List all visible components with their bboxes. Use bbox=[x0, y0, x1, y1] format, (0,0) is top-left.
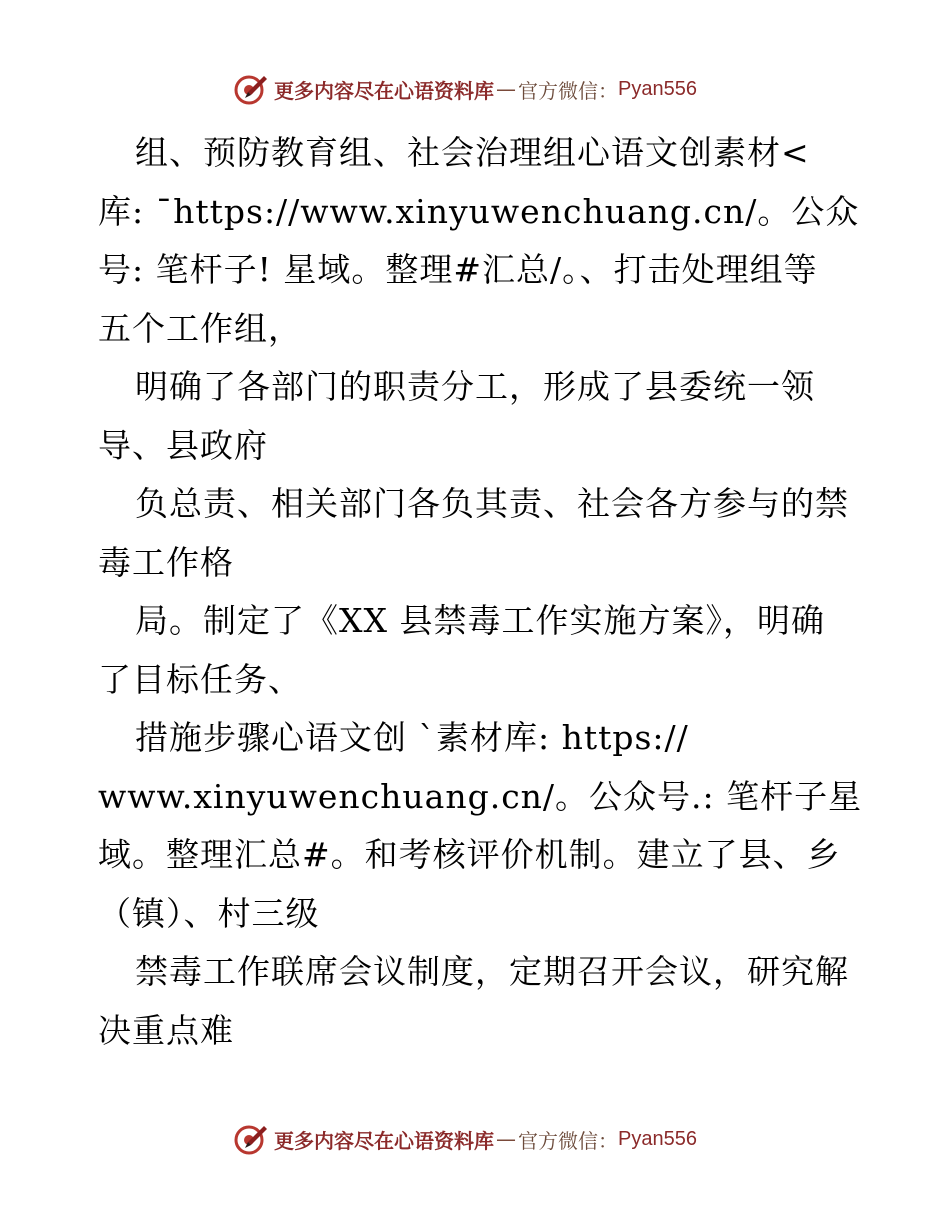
header-banner bbox=[0, 70, 950, 110]
header-wechat-id: Pyan556 bbox=[618, 77, 697, 100]
footer-site-text: 更多内容尽在心语资料库 bbox=[274, 1128, 494, 1153]
footer-wechat-label: 官方微信： bbox=[518, 1128, 618, 1153]
body-line: 局。制定了《XX 县禁毒工作实施方案》，明确 bbox=[135, 601, 825, 640]
document-body bbox=[98, 124, 898, 1060]
body-line: 导、县政府 bbox=[98, 425, 268, 465]
footer-wechat-id: Pyan556 bbox=[618, 1127, 697, 1150]
header-site-text: 更多内容尽在心语资料库 bbox=[274, 78, 494, 103]
footer-separator: — bbox=[496, 1127, 516, 1151]
body-line: 了目标任务、 bbox=[98, 659, 302, 699]
body-line: www.xinyuwenchuang.cn/。公众号.: 笔杆子星 bbox=[98, 776, 863, 816]
pen-logo-icon bbox=[234, 1122, 268, 1156]
body-line: 库: ¯https://www.xinyuwenchuang.cn/。公众 bbox=[98, 191, 860, 231]
header-wechat-label: 官方微信： bbox=[518, 78, 618, 103]
body-line: 号: 笔杆子! 星域。整理#汇总/。、打击处理组等 bbox=[98, 250, 818, 289]
footer-banner bbox=[0, 1120, 950, 1160]
body-line: 域。整理汇总#。和考核评价机制。建立了县、乡 bbox=[98, 835, 841, 874]
footer-banner-content bbox=[234, 1122, 697, 1156]
header-separator: — bbox=[496, 77, 516, 101]
body-line: 五个工作组， bbox=[98, 308, 302, 348]
body-line: 禁毒工作联席会议制度，定期召开会议，研究解 bbox=[135, 952, 849, 991]
body-line: （镇）、村三级 bbox=[98, 893, 320, 933]
body-line: 毒工作格 bbox=[98, 542, 234, 582]
body-line: 决重点难 bbox=[98, 1010, 234, 1050]
body-line: 负总责、相关部门各负其责、社会各方参与的禁 bbox=[135, 484, 849, 523]
body-line: 明确了各部门的职责分工，形成了县委统一领 bbox=[135, 367, 815, 406]
body-line: 组、预防教育组、社会治理组心语文创素材< bbox=[135, 133, 810, 172]
body-line: 措施步骤心语文创 ˋ素材库: https:// bbox=[135, 718, 689, 757]
pen-logo-icon bbox=[234, 72, 268, 106]
header-banner-content bbox=[234, 72, 697, 106]
